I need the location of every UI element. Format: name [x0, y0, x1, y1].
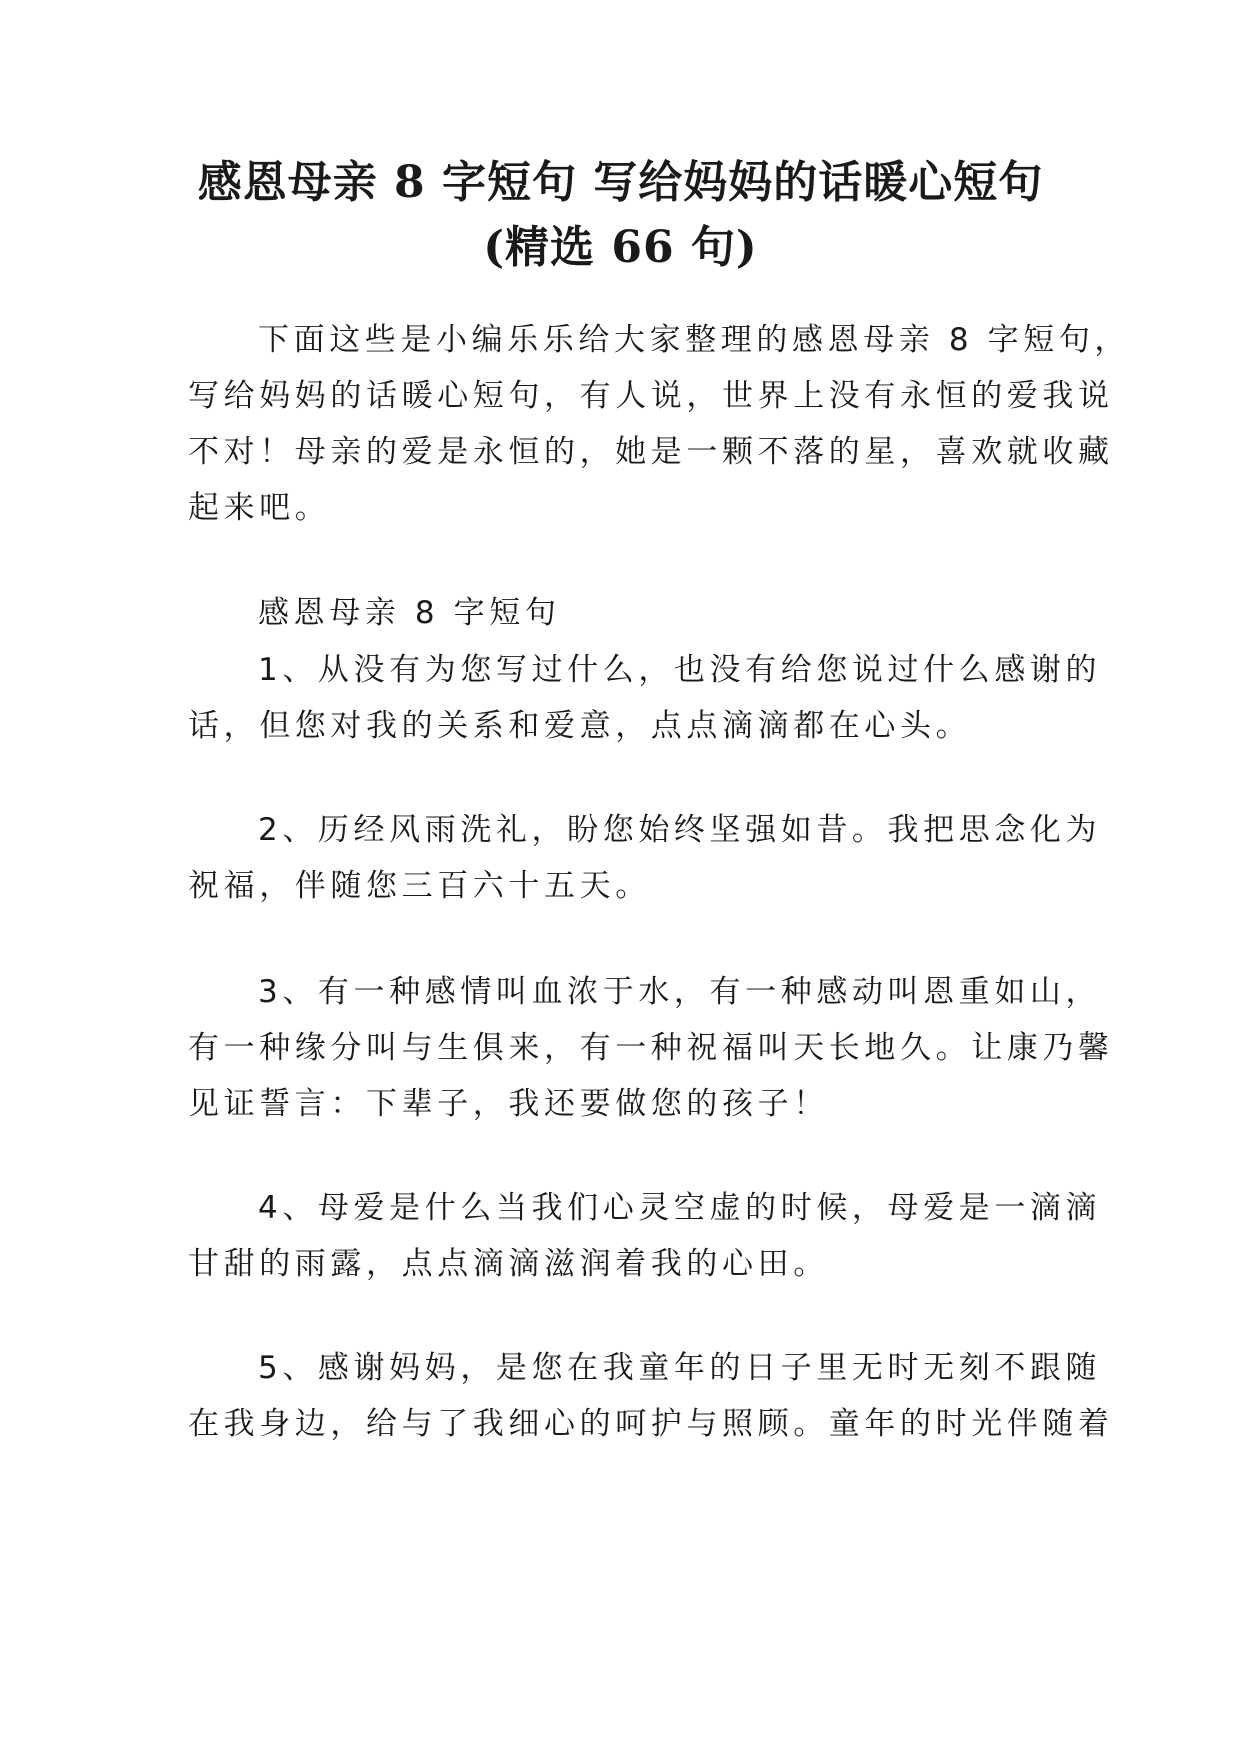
- list-item-line: 话，但您对我的关系和爱意，点点滴滴都在心头。: [188, 708, 972, 744]
- section-heading: 感恩母亲 8 字短句: [258, 595, 561, 631]
- intro-line: 不对！母亲的爱是永恒的，她是一颗不落的星，喜欢就收藏: [188, 434, 1114, 470]
- list-item-line: 见证誓言：下辈子，我还要做您的孩子！: [188, 1086, 829, 1122]
- list-item-line: 3、有一种感情叫血浓于水，有一种感动叫恩重如山，: [258, 974, 1102, 1010]
- document-title-line-2: (精选 66 句): [483, 222, 758, 273]
- intro-line: 下面这些是小编乐乐给大家整理的感恩母亲 8 字短句，: [258, 322, 1131, 358]
- document-title-line-1: 感恩母亲 8 字短句 写给妈妈的话暖心短句: [197, 157, 1044, 208]
- list-item-line: 有一种缘分叫与生俱来，有一种祝福叫天长地久。让康乃馨: [188, 1030, 1114, 1066]
- list-item-line: 4、母爱是什么当我们心灵空虚的时候，母爱是一滴滴: [258, 1190, 1102, 1226]
- list-item-line: 甘甜的雨露，点点滴滴滋润着我的心田。: [188, 1246, 829, 1282]
- intro-line: 起来吧。: [188, 490, 331, 526]
- list-item-line: 祝福，伴随您三百六十五天。: [188, 868, 651, 904]
- list-item-line: 在我身边，给与了我细心的呵护与照顾。童年的时光伴随着: [188, 1406, 1114, 1442]
- list-item-line: 2、历经风雨洗礼，盼您始终坚强如昔。我把思念化为: [258, 812, 1102, 848]
- list-item-line: 1、从没有为您写过什么，也没有给您说过什么感谢的: [258, 652, 1102, 688]
- intro-line: 写给妈妈的话暖心短句，有人说，世界上没有永恒的爱我说: [188, 378, 1114, 414]
- list-item-line: 5、感谢妈妈，是您在我童年的日子里无时无刻不跟随: [258, 1350, 1102, 1386]
